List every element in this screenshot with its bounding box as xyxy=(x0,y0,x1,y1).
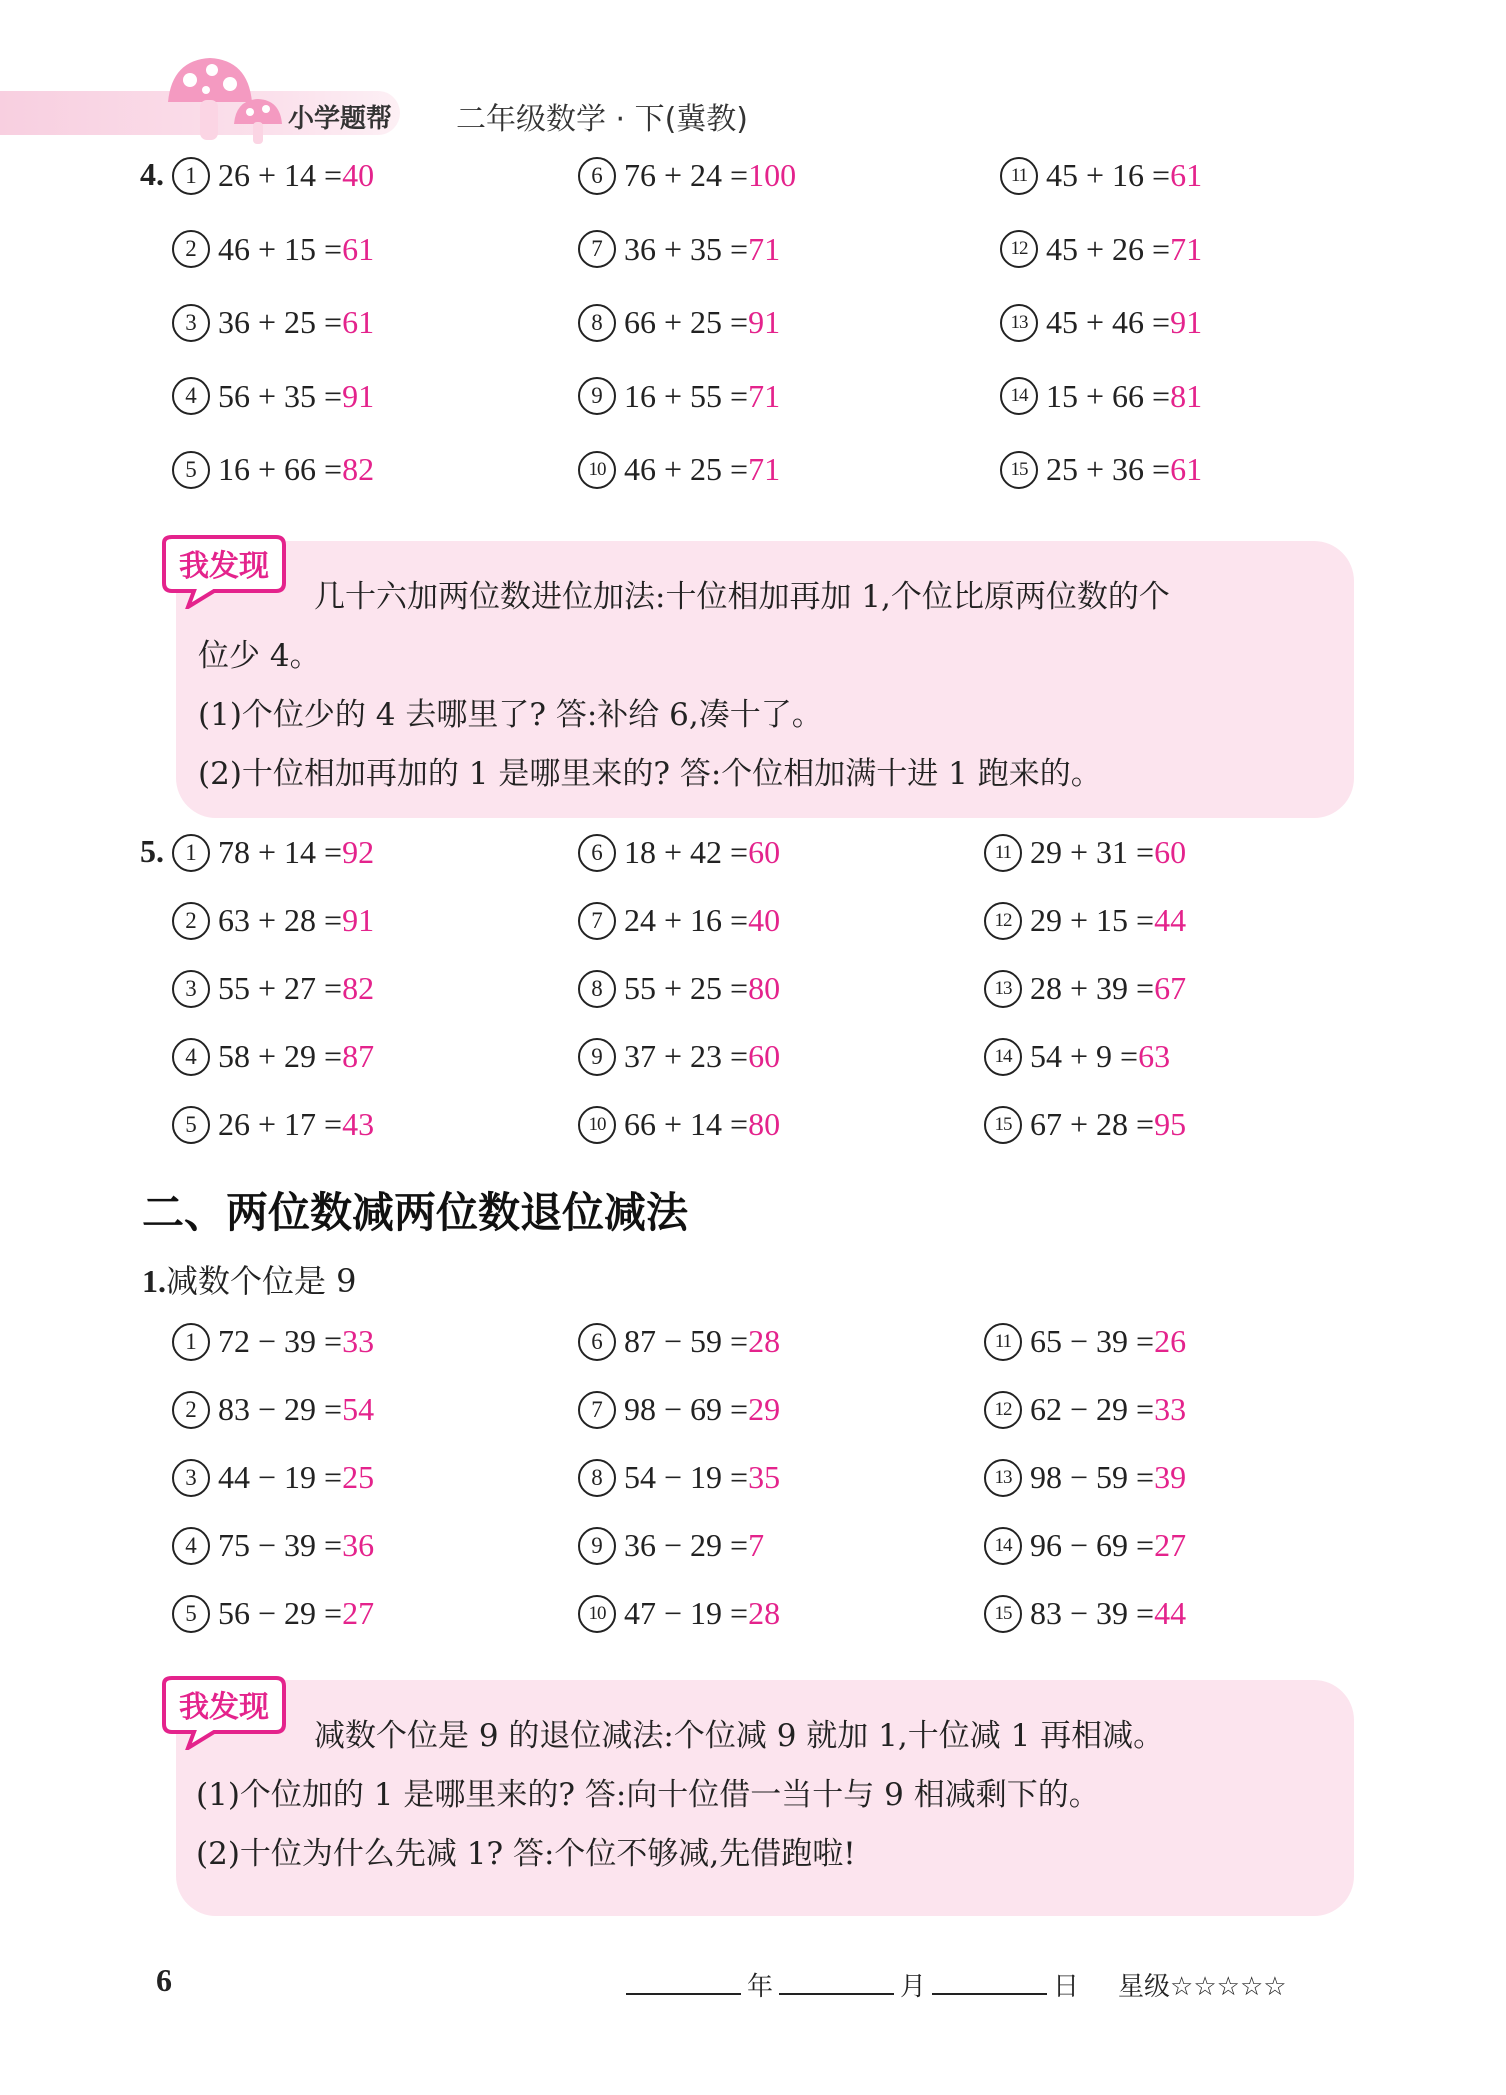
section-title: 二、两位数减两位数退位减法 xyxy=(142,1188,689,1237)
circled-index: 11 xyxy=(984,834,1022,872)
difference-exercise-item xyxy=(172,1386,374,1432)
equation: 67 + 28 = xyxy=(1030,1106,1155,1142)
circled-index: 15 xyxy=(984,1595,1022,1633)
sum-exercise-item xyxy=(984,829,1186,875)
answer: 33 xyxy=(342,1323,375,1359)
circled-index: 7 xyxy=(578,1391,616,1429)
day-label: 日 xyxy=(1053,1972,1080,2002)
circled-index: 11 xyxy=(984,1323,1022,1361)
circled-index: 13 xyxy=(984,970,1022,1008)
difference-exercise-item xyxy=(578,1386,780,1432)
equation: 29 + 31 = xyxy=(1030,834,1155,870)
answer: 61 xyxy=(1170,451,1203,487)
circled-index: 9 xyxy=(578,1038,616,1076)
discovery2-line-2: (1)个位加的 1 是哪里来的? 答:向十位借一当十与 9 相减剩下的。 xyxy=(196,1777,1100,1813)
equation: 96 − 69 = xyxy=(1030,1527,1155,1563)
discovery1-line-4: (2)十位相加再加的 1 是哪里来的? 答:个位相加满十进 1 跑来的。 xyxy=(198,756,1102,792)
difference-exercise-item xyxy=(172,1590,374,1636)
circled-index: 1 xyxy=(172,157,210,195)
brand-name: 小学题帮 xyxy=(288,104,393,134)
discovery-badge-1 xyxy=(154,535,294,609)
answer: 80 xyxy=(748,970,781,1006)
equation: 62 − 29 = xyxy=(1030,1391,1155,1427)
difference-exercise-item xyxy=(984,1454,1186,1500)
difference-exercise-item xyxy=(984,1318,1186,1364)
sum-exercise-item xyxy=(984,897,1186,943)
difference-exercise-item xyxy=(578,1454,780,1500)
circled-index: 13 xyxy=(1000,304,1038,342)
sum-exercise-item xyxy=(984,965,1186,1011)
sum-exercise-item xyxy=(1000,373,1202,419)
answer: 28 xyxy=(748,1323,781,1359)
exercise-grid-5 xyxy=(172,829,1452,1149)
circled-index: 6 xyxy=(578,834,616,872)
exercise-grid-subtraction xyxy=(172,1318,1452,1638)
circled-index: 10 xyxy=(578,1595,616,1633)
answer: 67 xyxy=(1154,970,1187,1006)
date-fields xyxy=(620,1966,1079,2003)
answer: 40 xyxy=(748,902,781,938)
answer: 61 xyxy=(342,304,375,340)
equation: 75 − 39 = xyxy=(218,1527,343,1563)
sum-exercise-item xyxy=(984,1101,1186,1147)
sum-exercise-item xyxy=(172,226,374,272)
sum-exercise-item xyxy=(172,299,374,345)
circled-index: 13 xyxy=(984,1459,1022,1497)
equation: 26 + 17 = xyxy=(218,1106,343,1142)
sum-exercise-item xyxy=(578,965,780,1011)
sum-exercise-item xyxy=(578,373,780,419)
sum-exercise-item xyxy=(1000,152,1202,198)
difference-exercise-item xyxy=(984,1386,1186,1432)
equation: 36 + 25 = xyxy=(218,304,343,340)
equation: 87 − 59 = xyxy=(624,1323,749,1359)
answer: 40 xyxy=(342,157,375,193)
answer: 27 xyxy=(342,1595,375,1631)
equation: 47 − 19 = xyxy=(624,1595,749,1631)
equation: 44 − 19 = xyxy=(218,1459,343,1495)
circled-index: 11 xyxy=(1000,157,1038,195)
circled-index: 4 xyxy=(172,1038,210,1076)
sum-exercise-item xyxy=(578,152,796,198)
sum-exercise-item xyxy=(578,829,780,875)
answer: 61 xyxy=(1170,157,1203,193)
circled-index: 6 xyxy=(578,1323,616,1361)
equation: 78 + 14 = xyxy=(218,834,343,870)
circled-index: 5 xyxy=(172,1106,210,1144)
equation: 54 + 9 = xyxy=(1030,1038,1139,1074)
circled-index: 1 xyxy=(172,1323,210,1361)
circled-index: 4 xyxy=(172,1527,210,1565)
question-number-4: 4. xyxy=(140,156,164,192)
exercise-grid-4 xyxy=(172,152,1452,502)
equation: 16 + 66 = xyxy=(218,451,343,487)
circled-index: 10 xyxy=(578,451,616,489)
equation: 56 − 29 = xyxy=(218,1595,343,1631)
equation: 72 − 39 = xyxy=(218,1323,343,1359)
answer: 29 xyxy=(748,1391,781,1427)
circled-index: 7 xyxy=(578,230,616,268)
equation: 66 + 25 = xyxy=(624,304,749,340)
circled-index: 12 xyxy=(1000,230,1038,268)
circled-index: 14 xyxy=(1000,377,1038,415)
circled-index: 5 xyxy=(172,451,210,489)
difference-exercise-item xyxy=(578,1522,764,1568)
star-rating xyxy=(1118,1966,1287,2003)
equation: 83 − 39 = xyxy=(1030,1595,1155,1631)
sum-exercise-item xyxy=(172,829,374,875)
answer: 60 xyxy=(748,834,781,870)
subsection-text: 减数个位是 9 xyxy=(166,1262,357,1300)
sum-exercise-item xyxy=(1000,446,1202,492)
book-title: 二年级数学 · 下(冀教) xyxy=(456,102,749,137)
equation: 63 + 28 = xyxy=(218,902,343,938)
circled-index: 8 xyxy=(578,1459,616,1497)
question-number-5: 5. xyxy=(140,833,164,869)
circled-index: 2 xyxy=(172,1391,210,1429)
subsection-number: 1. xyxy=(142,1263,166,1299)
answer: 43 xyxy=(342,1106,375,1142)
circled-index: 14 xyxy=(984,1527,1022,1565)
subsection-title xyxy=(142,1256,357,1302)
answer: 54 xyxy=(342,1391,375,1427)
circled-index: 15 xyxy=(984,1106,1022,1144)
equation: 37 + 23 = xyxy=(624,1038,749,1074)
equation: 46 + 25 = xyxy=(624,451,749,487)
equation: 98 − 69 = xyxy=(624,1391,749,1427)
year-label: 年 xyxy=(747,1972,774,2002)
sum-exercise-item xyxy=(578,1033,780,1079)
difference-exercise-item xyxy=(984,1590,1186,1636)
equation: 45 + 16 = xyxy=(1046,157,1171,193)
equation: 55 + 25 = xyxy=(624,970,749,1006)
equation: 45 + 46 = xyxy=(1046,304,1171,340)
page-number: 6 xyxy=(156,1962,172,1998)
answer: 26 xyxy=(1154,1323,1187,1359)
day-blank[interactable] xyxy=(932,1971,1047,1995)
answer: 60 xyxy=(748,1038,781,1074)
equation: 56 + 35 = xyxy=(218,377,343,414)
circled-index: 5 xyxy=(172,1595,210,1633)
answer: 81 xyxy=(1170,377,1203,414)
equation: 46 + 15 = xyxy=(218,230,343,267)
circled-index: 9 xyxy=(578,377,616,415)
discovery-badge-2 xyxy=(154,1676,294,1750)
circled-index: 8 xyxy=(578,970,616,1008)
circled-index: 2 xyxy=(172,902,210,940)
circled-index: 3 xyxy=(172,1459,210,1497)
difference-exercise-item xyxy=(172,1454,374,1500)
month-blank[interactable] xyxy=(779,1971,894,1995)
difference-exercise-item xyxy=(578,1318,780,1364)
difference-exercise-item xyxy=(578,1590,780,1636)
answer: 91 xyxy=(748,304,781,340)
discovery-box-1 xyxy=(176,541,1354,818)
answer: 71 xyxy=(1170,230,1203,267)
sum-exercise-item xyxy=(172,373,374,419)
equation: 45 + 26 = xyxy=(1046,230,1171,267)
circled-index: 12 xyxy=(984,1391,1022,1429)
answer: 95 xyxy=(1154,1106,1187,1142)
answer: 61 xyxy=(342,230,375,267)
equation: 24 + 16 = xyxy=(624,902,749,938)
answer: 91 xyxy=(342,377,375,414)
difference-exercise-item xyxy=(172,1522,374,1568)
discovery-badge-label: 我发现 xyxy=(179,1690,269,1725)
equation: 28 + 39 = xyxy=(1030,970,1155,1006)
answer: 71 xyxy=(748,451,781,487)
circled-index: 7 xyxy=(578,902,616,940)
answer: 28 xyxy=(748,1595,781,1631)
circled-index: 6 xyxy=(578,157,616,195)
equation: 55 + 27 = xyxy=(218,970,343,1006)
sum-exercise-item xyxy=(172,965,374,1011)
answer: 36 xyxy=(342,1527,375,1563)
sum-exercise-item xyxy=(578,897,780,943)
sum-exercise-item xyxy=(172,1101,374,1147)
rating-label: 星级 xyxy=(1118,1972,1171,2002)
answer: 27 xyxy=(1154,1527,1187,1563)
answer: 87 xyxy=(342,1038,375,1074)
circled-index: 9 xyxy=(578,1527,616,1565)
equation: 18 + 42 = xyxy=(624,834,749,870)
equation: 58 + 29 = xyxy=(218,1038,343,1074)
discovery1-line-3: (1)个位少的 4 去哪里了? 答:补给 6,凑十了。 xyxy=(198,697,823,733)
answer: 91 xyxy=(1170,304,1203,340)
answer: 7 xyxy=(748,1527,765,1563)
sum-exercise-item xyxy=(578,1101,780,1147)
discovery1-line-2: 位少 4。 xyxy=(198,638,321,674)
answer: 39 xyxy=(1154,1459,1187,1495)
answer: 100 xyxy=(748,157,797,193)
discovery2-line-3: (2)十位为什么先减 1? 答:个位不够减,先借跑啦! xyxy=(196,1836,856,1872)
sum-exercise-item xyxy=(578,226,780,272)
equation: 98 − 59 = xyxy=(1030,1459,1155,1495)
sum-exercise-item xyxy=(984,1033,1170,1079)
circled-index: 3 xyxy=(172,304,210,342)
month-label: 月 xyxy=(900,1972,927,2002)
equation: 36 − 29 = xyxy=(624,1527,749,1563)
sum-exercise-item xyxy=(172,1033,374,1079)
difference-exercise-item xyxy=(172,1318,374,1364)
equation: 83 − 29 = xyxy=(218,1391,343,1427)
rating-stars[interactable]: ☆☆☆☆☆ xyxy=(1170,1972,1287,2002)
circled-index: 15 xyxy=(1000,451,1038,489)
equation: 25 + 36 = xyxy=(1046,451,1171,487)
year-blank[interactable] xyxy=(626,1971,741,1995)
equation: 26 + 14 = xyxy=(218,157,343,193)
equation: 16 + 55 = xyxy=(624,377,749,414)
answer: 60 xyxy=(1154,834,1187,870)
sum-exercise-item xyxy=(172,446,374,492)
equation: 36 + 35 = xyxy=(624,230,749,267)
sum-exercise-item xyxy=(578,446,780,492)
circled-index: 1 xyxy=(172,834,210,872)
equation: 15 + 66 = xyxy=(1046,377,1171,414)
circled-index: 14 xyxy=(984,1038,1022,1076)
circled-index: 8 xyxy=(578,304,616,342)
answer: 91 xyxy=(342,902,375,938)
answer: 33 xyxy=(1154,1391,1187,1427)
equation: 65 − 39 = xyxy=(1030,1323,1155,1359)
circled-index: 2 xyxy=(172,230,210,268)
mushroom-logo-icon xyxy=(160,54,290,149)
equation: 66 + 14 = xyxy=(624,1106,749,1142)
equation: 54 − 19 = xyxy=(624,1459,749,1495)
circled-index: 10 xyxy=(578,1106,616,1144)
sum-exercise-item xyxy=(1000,226,1202,272)
answer: 44 xyxy=(1154,1595,1187,1631)
circled-index: 3 xyxy=(172,970,210,1008)
discovery-box-2 xyxy=(176,1680,1354,1916)
answer: 63 xyxy=(1138,1038,1171,1074)
answer: 80 xyxy=(748,1106,781,1142)
answer: 82 xyxy=(342,451,375,487)
equation: 76 + 24 = xyxy=(624,157,749,193)
answer: 82 xyxy=(342,970,375,1006)
answer: 92 xyxy=(342,834,375,870)
discovery1-line-1: 几十六加两位数进位加法:十位相加再加 1,个位比原两位数的个 xyxy=(314,579,1170,615)
answer: 35 xyxy=(748,1459,781,1495)
discovery-badge-label: 我发现 xyxy=(179,549,269,584)
sum-exercise-item xyxy=(1000,299,1202,345)
answer: 44 xyxy=(1154,902,1187,938)
sum-exercise-item xyxy=(172,897,374,943)
circled-index: 12 xyxy=(984,902,1022,940)
sum-exercise-item xyxy=(172,152,374,198)
difference-exercise-item xyxy=(984,1522,1186,1568)
equation: 29 + 15 = xyxy=(1030,902,1155,938)
answer: 71 xyxy=(748,377,781,414)
sum-exercise-item xyxy=(578,299,780,345)
circled-index: 4 xyxy=(172,377,210,415)
answer: 71 xyxy=(748,230,781,267)
discovery2-line-1: 减数个位是 9 的退位减法:个位减 9 就加 1,十位减 1 再相减。 xyxy=(314,1718,1165,1754)
answer: 25 xyxy=(342,1459,375,1495)
